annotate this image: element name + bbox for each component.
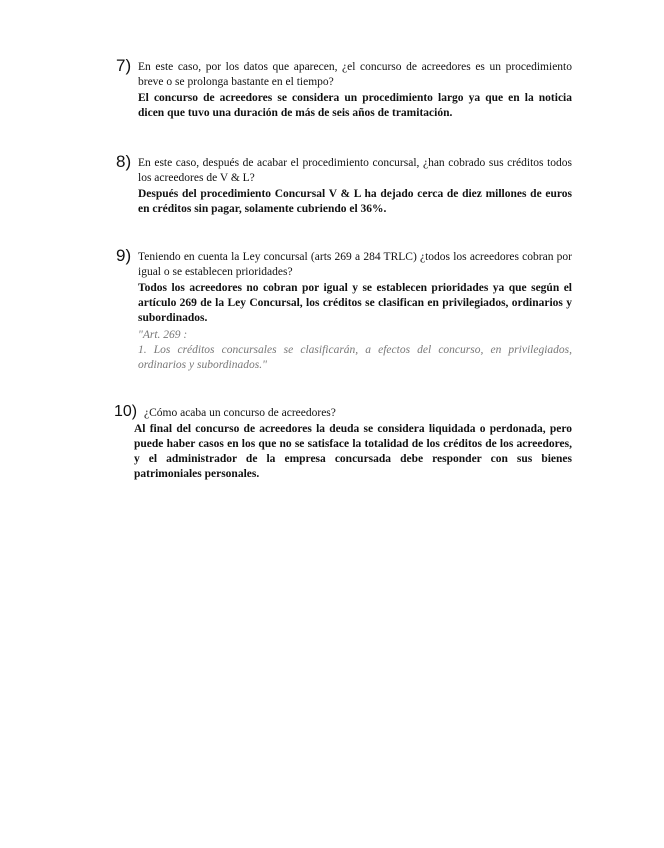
question-text: En este caso, después de acabar el procedimiento concursal, ¿han cobrado sus créditos todos los acreedores de V & L?: [138, 157, 572, 184]
question-number: 8): [116, 152, 132, 171]
answer-10: Al final del concurso de acreedores la deuda se considera liquidada o perdonada, pero puede haber casos en los que no se satisface la totalidad de los créditos de los acreedores, y el administrador de la empresa concursada debe responder con sus bienes patrimoniales personales.: [134, 423, 572, 480]
question-10-text: [114, 403, 572, 421]
question-number: 7): [116, 56, 132, 75]
question-8: [116, 152, 572, 217]
question-text: Teniendo en cuenta la Ley concursal (arts 269 a 284 TRLC) ¿todos los acreedores cobran por igual o se establecen prioridades?: [138, 251, 572, 278]
question-number: 9): [116, 246, 132, 265]
legal-quote: [116, 328, 572, 373]
question-9: [116, 246, 572, 373]
question-text: En este caso, por los datos que aparecen, ¿el concurso de acreedores es un procedimiento breve o se prolonga bastante en el tiempo?: [138, 61, 572, 88]
question-8-text: [116, 152, 572, 186]
question-7: [116, 56, 572, 121]
question-text: ¿Cómo acaba un concurso de acreedores?: [144, 407, 336, 419]
answer-7: El concurso de acreedores se considera un procedimiento largo ya que en la noticia dicen que tuvo una duración de más de seis años de tramitación.: [138, 92, 572, 119]
quote-title: "Art. 269 :: [138, 329, 188, 341]
answer-9: Todos los acreedores no cobran por igual y se establecen prioridades ya que según el artículo 269 de la Ley Concursal, los créditos se clasifican en privilegiados, ordinarios y subordinados.: [138, 282, 572, 324]
question-number: 10): [114, 403, 138, 420]
answer-8: Después del procedimiento Concursal V & L ha dejado cerca de diez millones de euros en créditos sin pagar, solamente cubriendo el 36%.: [138, 188, 572, 215]
question-7-text: [116, 56, 572, 90]
quote-text: 1. Los créditos concursales se clasificarán, a efectos del concurso, en privilegiados, ordinarios y subordinados.": [138, 344, 572, 371]
question-9-text: [116, 246, 572, 280]
question-10: [114, 403, 572, 482]
